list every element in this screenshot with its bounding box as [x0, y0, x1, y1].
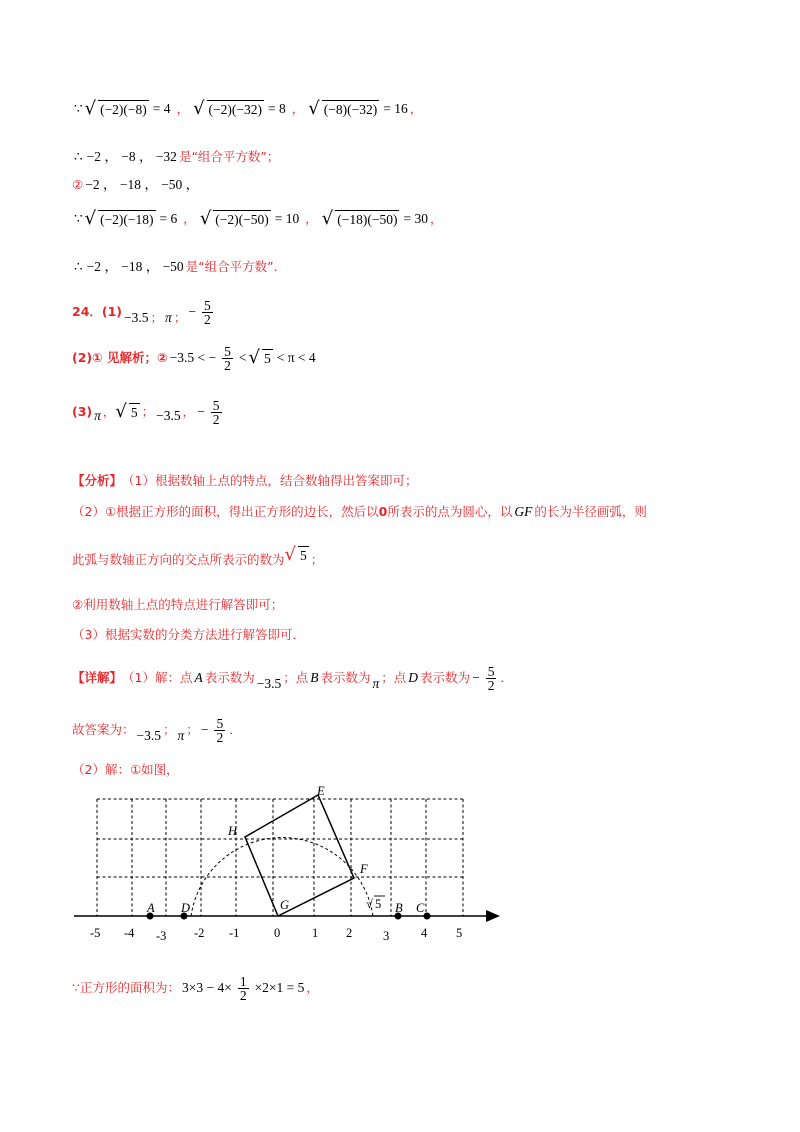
question-24-part2-answer: (2)① 见解析；② −3.5 < − $\frac{5}{2}$ < √ 5 < π < 4 [72, 343, 316, 373]
fraction-five-halves: $\frac{5}{2}$ [212, 397, 220, 427]
because-symbol: ∵ [74, 101, 83, 116]
fraction-one-half: $\frac{1}{2}$ [239, 973, 247, 1003]
analysis-tag: 【分析】 [72, 473, 123, 488]
svg-text:-2: -2 [194, 926, 205, 940]
svg-text:√: √ [366, 897, 373, 911]
sqrt-expression-1: √ (−2)(−8) [84, 98, 147, 119]
line-therefore-1: ∴ −2 ， −8 ， −32 是“组合平方数”； [74, 149, 280, 164]
point-C-dot [424, 913, 431, 920]
svg-text:3: 3 [383, 929, 390, 943]
svg-text:-5: -5 [90, 926, 101, 940]
detail-line-1: 【详解】 （1）解：点 A 表示数为 −3.5 ；点 B 表示数为 π ；点 D 表示数为 − $\frac{5}{2}$ ． [72, 663, 513, 693]
fraction-five-halves: $\frac{5}{2}$ [487, 663, 495, 693]
tick-labels [90, 926, 462, 943]
label-D: D [181, 901, 191, 915]
svg-text:2: 2 [346, 926, 353, 940]
number-line-figure [70, 785, 530, 945]
fraction-five-halves: $\frac{5}{2}$ [216, 715, 224, 745]
analysis-line-5: （3）根据实数的分类方法进行解答即可． [72, 627, 305, 642]
label-E: E [317, 785, 325, 798]
svg-text:5: 5 [456, 926, 463, 940]
label-C: C [416, 901, 425, 915]
analysis-line-2: （2）①根据正方形的面积，得出正方形的边长，然后以 0 所表示的点为圆心，以 GF 的长为半径画弧，则 [72, 504, 647, 519]
svg-text:0: 0 [274, 926, 281, 940]
label-A: A [147, 901, 155, 915]
detail-tag: 【详解】 [72, 670, 123, 685]
sqrt-five: √ 5 [248, 347, 271, 368]
analysis-line-3: 此弧与数轴正方向的交点所表示的数为 √ 5 ； [72, 544, 324, 567]
sqrt-expression-3: √ (−8)(−32) [308, 98, 378, 119]
line-part2-numbers: ② −2 ， −18 ， −50 ， [72, 177, 200, 192]
svg-text:4: 4 [421, 926, 428, 940]
fraction-five-halves: $\frac{5}{2}$ [203, 297, 211, 327]
sqrt-expression-4: √ (−2)(−18) [84, 208, 154, 229]
line-since-1: ∵ √ (−2)(−8) = 4 ， √ (−2)(−32) = 8 ， √ (−8)(−32) = 16 ， [74, 98, 423, 119]
sqrt-expression-2: √ (−2)(−32) [193, 98, 263, 119]
svg-text:-1: -1 [229, 926, 240, 940]
label-G: G [280, 898, 290, 912]
sqrt5-label [366, 896, 385, 911]
line-since-2: ∵ √ (−2)(−18) = 6 ， √ (−2)(−50) = 10 ， √ (−18)(−50) = 30 ， [74, 208, 443, 229]
svg-text:-3: -3 [156, 929, 167, 943]
answer-line: 故答案为： −3.5 ； π ； − $\frac{5}{2}$ ． [72, 715, 242, 745]
sqrt-expression-5: √ (−2)(−50) [199, 208, 269, 229]
square-area-line: ∵ 正方形的面积为： 3×3 − 4× $\frac{1}{2}$ ×2×1 = 5 ， [72, 973, 319, 1003]
analysis-line-4: ②利用数轴上点的特点进行解答即可； [72, 597, 284, 612]
svg-text:1: 1 [312, 926, 319, 940]
sqrt-five: √ 5 [284, 544, 307, 565]
svg-text:5: 5 [375, 897, 382, 911]
axis-arrow [486, 910, 500, 922]
sqrt-expression-6: √ (−18)(−50) [321, 208, 398, 229]
label-B: B [395, 901, 403, 915]
analysis-line-1: 【分析】 （1）根据数轴上点的特点，结合数轴得出答案即可； [72, 473, 418, 488]
fraction-five-halves: $\frac{5}{2}$ [224, 343, 231, 373]
question-24-part3-answer: (3) π ， √ 5 ； −3.5 ， − $\frac{5}{2}$ [72, 394, 226, 430]
square-EHGF [245, 795, 354, 916]
part2-intro: （2）解：①如图， [72, 762, 179, 777]
line-therefore-2: ∴ −2 ， −18 ， −50 是“组合平方数”． [74, 259, 287, 274]
svg-text:-4: -4 [124, 926, 135, 940]
question-24-part1-answer: 24．(1) −3.5 ； π ； − $\frac{5}{2}$ [72, 294, 217, 330]
label-H: H [228, 824, 238, 838]
label-F: F [360, 862, 368, 876]
sqrt-five: √ 5 [115, 401, 138, 422]
